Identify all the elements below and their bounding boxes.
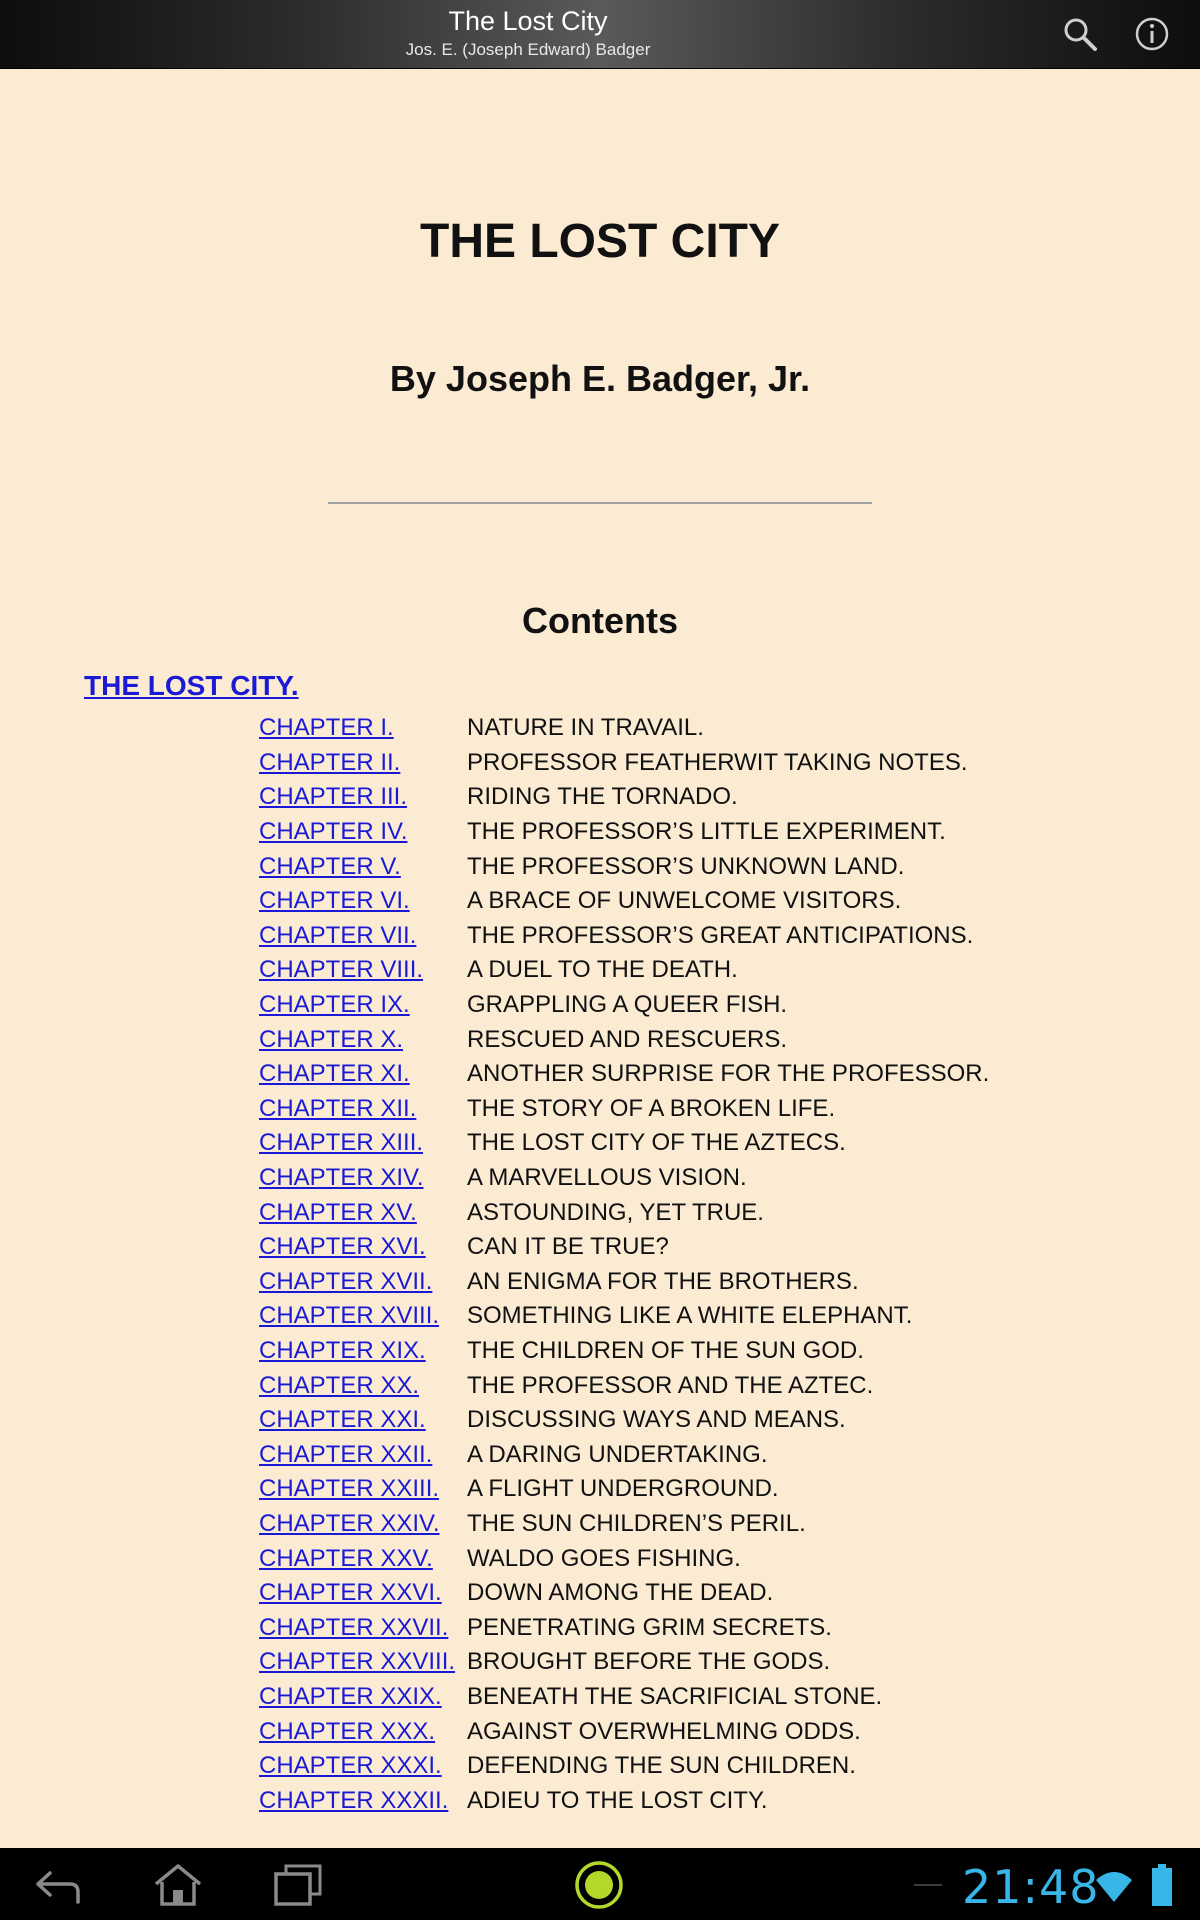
chapter-title: A DARING UNDERTAKING. xyxy=(467,1440,768,1468)
toc-row xyxy=(259,1368,1019,1403)
chapter-link[interactable]: CHAPTER II. xyxy=(259,748,401,776)
toc-row xyxy=(259,1265,1019,1300)
chapter-link[interactable]: CHAPTER V. xyxy=(259,852,401,880)
toc-row xyxy=(259,1576,1019,1611)
chapter-link[interactable]: CHAPTER XXIX. xyxy=(259,1682,442,1710)
chapter-link[interactable]: CHAPTER XXVIII. xyxy=(259,1648,456,1676)
chapter-link[interactable]: CHAPTER XI. xyxy=(259,1060,410,1088)
chapter-link[interactable]: CHAPTER XXIII. xyxy=(259,1475,440,1503)
chapter-link[interactable]: CHAPTER XVI. xyxy=(259,1233,426,1261)
chapter-title: CAN IT BE TRUE? xyxy=(467,1233,669,1261)
divider xyxy=(328,502,872,504)
chapter-link[interactable]: CHAPTER XIII. xyxy=(259,1129,424,1157)
chapter-link[interactable]: CHAPTER IV. xyxy=(259,818,408,846)
toc-row xyxy=(259,1126,1019,1161)
contents-heading: Contents xyxy=(522,600,678,641)
book-author: By Joseph E. Badger, Jr. xyxy=(389,358,811,399)
chapter-title: PENETRATING GRIM SECRETS. xyxy=(467,1613,832,1641)
toc-row xyxy=(259,1057,1019,1092)
app-subtitle: Jos. E. (Joseph Edward) Badger xyxy=(405,40,651,59)
chapter-link[interactable]: CHAPTER XXII. xyxy=(259,1440,433,1468)
toc-row xyxy=(259,1645,1019,1680)
toc-row xyxy=(259,1714,1019,1749)
chapter-title: RESCUED AND RESCUERS. xyxy=(467,1025,788,1053)
toc-row xyxy=(259,711,1019,746)
separator xyxy=(914,1884,942,1886)
back-icon[interactable] xyxy=(30,1862,86,1908)
toc-row xyxy=(259,1783,1019,1818)
toc-row xyxy=(259,988,1019,1023)
chapter-title: A MARVELLOUS VISION. xyxy=(467,1164,747,1192)
info-icon[interactable] xyxy=(1132,14,1172,54)
toc-row xyxy=(259,884,1019,919)
toc-row xyxy=(259,919,1019,954)
chapter-link[interactable]: CHAPTER XXXI. xyxy=(259,1752,442,1780)
book-title: THE LOST CITY xyxy=(420,215,780,268)
chapter-title: AN ENIGMA FOR THE BROTHERS. xyxy=(467,1267,859,1295)
chapter-title: A FLIGHT UNDERGROUND. xyxy=(467,1475,779,1503)
toc-row xyxy=(259,1749,1019,1784)
circle-button-icon[interactable] xyxy=(574,1860,624,1910)
chapter-link[interactable]: CHAPTER XIV. xyxy=(259,1164,424,1192)
chapter-title: THE PROFESSOR’S LITTLE EXPERIMENT. xyxy=(467,818,946,846)
chapter-link[interactable]: CHAPTER VI. xyxy=(259,887,410,915)
toc-row xyxy=(259,1334,1019,1369)
chapter-title: ADIEU TO THE LOST CITY. xyxy=(467,1786,768,1814)
system-nav-bar xyxy=(0,1848,1200,1920)
chapter-title: A DUEL TO THE DEATH. xyxy=(467,956,738,984)
chapter-title: ANOTHER SURPRISE FOR THE PROFESSOR. xyxy=(467,1060,990,1088)
chapter-title: THE CHILDREN OF THE SUN GOD. xyxy=(467,1336,864,1364)
action-bar-title-group xyxy=(300,4,756,62)
action-bar xyxy=(0,0,1200,69)
chapter-link[interactable]: CHAPTER IX. xyxy=(259,991,410,1019)
chapter-title: THE SUN CHILDREN’S PERIL. xyxy=(467,1509,806,1537)
chapter-title: BROUGHT BEFORE THE GODS. xyxy=(467,1648,831,1676)
chapter-link[interactable]: CHAPTER XII. xyxy=(259,1094,417,1122)
chapter-title: THE LOST CITY OF THE AZTECS. xyxy=(467,1129,846,1157)
chapter-title: THE PROFESSOR AND THE AZTEC. xyxy=(467,1371,874,1399)
chapter-link[interactable]: CHAPTER VII. xyxy=(259,921,417,949)
chapter-title: THE STORY OF A BROKEN LIFE. xyxy=(467,1094,836,1122)
chapter-title: WALDO GOES FISHING. xyxy=(467,1544,741,1572)
toc-row xyxy=(259,1610,1019,1645)
toc-row xyxy=(259,1403,1019,1438)
toc-row xyxy=(259,1022,1019,1057)
chapter-title: THE PROFESSOR’S GREAT ANTICIPATIONS. xyxy=(467,921,974,949)
toc-row xyxy=(259,1680,1019,1715)
toc-row xyxy=(259,1161,1019,1196)
toc-row xyxy=(259,1195,1019,1230)
chapter-link[interactable]: CHAPTER XV. xyxy=(259,1198,417,1226)
chapter-title: RIDING THE TORNADO. xyxy=(467,783,738,811)
chapter-link[interactable]: CHAPTER XIX. xyxy=(259,1336,426,1364)
chapter-link[interactable]: CHAPTER XXXII. xyxy=(259,1786,449,1814)
chapter-link[interactable]: CHAPTER XXIV. xyxy=(259,1509,440,1537)
toc-row xyxy=(259,746,1019,781)
toc-row xyxy=(259,815,1019,850)
chapter-link[interactable]: CHAPTER XVII. xyxy=(259,1267,433,1295)
chapter-title: DOWN AMONG THE DEAD. xyxy=(467,1579,774,1607)
battery-icon xyxy=(1150,1864,1174,1906)
toc-row xyxy=(259,1507,1019,1542)
app-title: The Lost City xyxy=(448,6,608,36)
chapter-link[interactable]: CHAPTER XXVI. xyxy=(259,1579,442,1607)
chapter-title: AGAINST OVERWHELMING ODDS. xyxy=(467,1717,861,1745)
chapter-link[interactable]: CHAPTER X. xyxy=(259,1025,404,1053)
chapter-title: PROFESSOR FEATHERWIT TAKING NOTES. xyxy=(467,748,968,776)
toc-row xyxy=(259,1230,1019,1265)
chapter-link[interactable]: CHAPTER XX. xyxy=(259,1371,420,1399)
toc-row xyxy=(259,1092,1019,1127)
recent-apps-icon[interactable] xyxy=(270,1862,326,1908)
table-of-contents xyxy=(259,711,1019,1818)
chapter-title: GRAPPLING A QUEER FISH. xyxy=(467,991,788,1019)
home-icon[interactable] xyxy=(150,1862,206,1908)
chapter-title: DEFENDING THE SUN CHILDREN. xyxy=(467,1752,856,1780)
wifi-icon xyxy=(1094,1866,1134,1906)
search-icon[interactable] xyxy=(1060,14,1100,54)
chapter-link[interactable]: CHAPTER III. xyxy=(259,783,408,811)
toc-row xyxy=(259,953,1019,988)
chapter-link[interactable]: CHAPTER XVIII. xyxy=(259,1302,440,1330)
chapter-title: A BRACE OF UNWELCOME VISITORS. xyxy=(467,887,902,915)
chapter-title: ASTOUNDING, YET TRUE. xyxy=(467,1198,764,1226)
toc-row xyxy=(259,780,1019,815)
chapter-link[interactable]: CHAPTER XXV. xyxy=(259,1544,433,1572)
chapter-title: DISCUSSING WAYS AND MEANS. xyxy=(467,1406,846,1434)
chapter-title: THE PROFESSOR’S UNKNOWN LAND. xyxy=(467,852,905,880)
chapter-link[interactable]: CHAPTER XXVII. xyxy=(259,1613,449,1641)
toc-row xyxy=(259,849,1019,884)
toc-row xyxy=(259,1299,1019,1334)
chapter-title: NATURE IN TRAVAIL. xyxy=(467,714,704,742)
chapter-title: SOMETHING LIKE A WHITE ELEPHANT. xyxy=(467,1302,913,1330)
toc-row xyxy=(259,1541,1019,1576)
chapter-link[interactable]: CHAPTER VIII. xyxy=(259,956,424,984)
section-link-the-lost-city[interactable]: THE LOST CITY. xyxy=(84,670,299,701)
chapter-link[interactable]: CHAPTER I. xyxy=(259,714,394,742)
chapter-title: BENEATH THE SACRIFICIAL STONE. xyxy=(467,1682,883,1710)
chapter-link[interactable]: CHAPTER XXI. xyxy=(259,1406,426,1434)
toc-row xyxy=(259,1472,1019,1507)
toc-row xyxy=(259,1437,1019,1472)
chapter-link[interactable]: CHAPTER XXX. xyxy=(259,1717,436,1745)
status-clock: 21:48 xyxy=(962,1860,1100,1914)
